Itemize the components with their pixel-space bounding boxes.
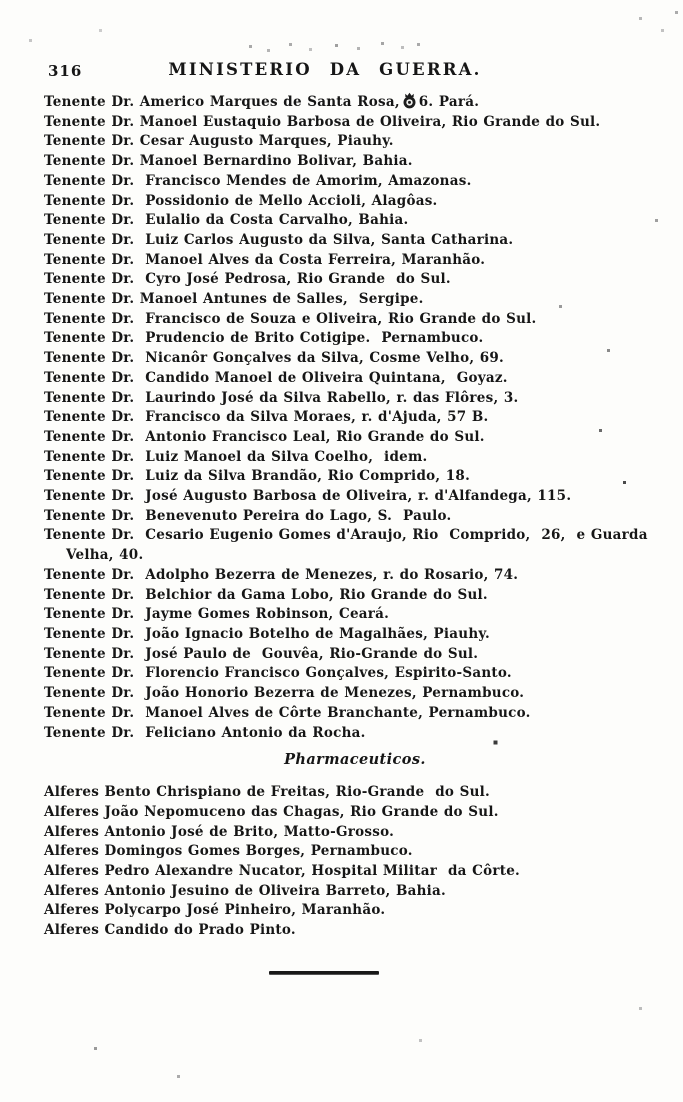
list-item-tenente: Tenente Dr. Francisco de Souza e Oliveira, Rio Grande do Sul. — [44, 310, 537, 327]
list-item-alferes: Alferes Candido do Prado Pinto. — [44, 922, 296, 939]
list-item-tenente: Tenente Dr. Adolpho Bezerra de Menezes, r. do Rosario, 74. — [44, 566, 519, 583]
list-item-tenente: Tenente Dr. Manoel Antunes de Salles, Sergipe. — [44, 291, 424, 308]
list-item-alferes: Alferes Polycarpo José Pinheiro, Maranhão. — [44, 902, 386, 919]
list-item-tenente: Tenente Dr. Possidonio de Mello Accioli, Alagôas. — [44, 192, 438, 209]
list-item-tenente: Tenente Dr. Nicanôr Gonçalves da Silva, Cosme Velho, 69. — [44, 350, 504, 367]
entry-text-pre: Tenente Dr. Americo Marques de Santa Rosa, — [44, 94, 400, 110]
list-item-tenente: Tenente Dr. Luiz Carlos Augusto da Silva, Santa Catharina. — [44, 231, 514, 248]
list-item-tenente: Tenente Dr. Belchior da Gama Lobo, Rio Grande do Sul. — [44, 586, 488, 603]
list-item-alferes: Alferes Antonio Jesuino de Oliveira Barreto, Bahia. — [44, 882, 446, 899]
list-item-tenente: Tenente Dr. Florencio Francisco Gonçalves, Espirito-Santo. — [44, 665, 512, 682]
list-item-tenente: Tenente Dr. Eulalio da Costa Carvalho, Bahia. — [44, 212, 409, 229]
list-item-tenente: Tenente Dr. José Paulo de Gouvêa, Rio-Grande do Sul. — [44, 645, 479, 662]
list-item-tenente: Tenente Dr. João Ignacio Botelho de Magalhães, Piauhy. — [44, 625, 490, 642]
list-item-tenente: Tenente Dr. Laurindo José da Silva Rabello, r. das Flôres, 3. — [44, 389, 519, 406]
list-item-tenente: Tenente Dr. Jayme Gomes Robinson, Ceará. — [44, 606, 390, 623]
list-item-tenente: Tenente Dr. Cesar Augusto Marques, Piauhy. — [44, 133, 394, 150]
list-item-tenente: Tenente Dr. Manoel Alves da Costa Ferreira, Maranhão. — [44, 251, 486, 268]
list-item-tenente: Tenente Dr. Luiz da Silva Brandão, Rio Comprido, 18. — [44, 468, 471, 485]
list-item-alferes: Alferes Domingos Gomes Borges, Pernambuco. — [44, 843, 413, 860]
list-item-tenente: Tenente Dr. Benevenuto Pereira do Lago, S. Paulo. — [44, 507, 452, 524]
list-item-tenente: Tenente Dr. Antonio Francisco Leal, Rio Grande do Sul. — [44, 428, 485, 445]
list-item-tenente: Tenente Dr. Manoel Alves de Côrte Branchante, Pernambuco. — [44, 704, 531, 721]
list-item-tenente: Tenente Dr. Prudencio de Brito Cotigipe. Pernambuco. — [44, 330, 484, 347]
list-item-alferes: Alferes Pedro Alexandre Nucator, Hospital Militar da Côrte. — [44, 863, 521, 880]
list-item-tenente: Tenente Dr. Cyro José Pedrosa, Rio Grande do Sul. — [44, 271, 451, 288]
list-item-alferes: Alferes Bento Chrispiano de Freitas, Rio-Grande do Sul. — [44, 784, 491, 801]
list-item-alferes: Alferes Antonio José de Brito, Matto-Grosso. — [44, 823, 395, 840]
list-item-tenente: Tenente Dr. Francisco da Silva Moraes, r. d'Ajuda, 57 B. — [44, 409, 489, 426]
entry-text-post: 6. Pará. — [418, 94, 480, 110]
list-item-tenente: Tenente Dr. Manoel Bernardino Bolivar, Bahia. — [44, 153, 413, 170]
list-item-tenente: Tenente Dr. Manoel Eustaquio Barbosa de Oliveira, Rio Grande do Sul. — [44, 113, 601, 130]
tenentes-list — [44, 113, 666, 744]
list-item-tenente: Tenente Dr. Francisco Mendes de Amorim, Amazonas. — [44, 172, 472, 189]
list-item-tenente: Tenente Dr. Candido Manoel de Oliveira Quintana, Goyaz. — [44, 369, 508, 386]
list-item-tenente: Tenente Dr. Feliciano Antonio da Rocha. — [44, 724, 366, 741]
page-title: MINISTERIO DA GUERRA. — [168, 60, 482, 79]
imperial-order-insignia-icon — [402, 92, 417, 109]
page-number: 316 — [48, 62, 83, 80]
end-of-section-rule — [269, 971, 379, 974]
page-header — [0, 0, 666, 80]
alferes-list — [44, 783, 666, 941]
list-item-tenente: Tenente Dr. João Honorio Bezerra de Menezes, Pernambuco. — [44, 685, 525, 702]
list-item-tenente: Tenente Dr. Luiz Manoel da Silva Coelho, idem. — [44, 448, 428, 465]
list-item-tenente: Tenente Dr. José Augusto Barbosa de Oliveira, r. d'Alfandega, 115. — [44, 488, 572, 505]
officer-register — [44, 92, 666, 974]
section-title-pharmaceuticos: Pharmaceuticos. — [284, 751, 426, 769]
list-item-alferes: Alferes João Nepomuceno das Chagas, Rio Grande do Sul. — [44, 803, 499, 820]
list-item-tenente-first — [44, 92, 666, 113]
list-item-tenente: Tenente Dr. Cesario Eugenio Gomes d'Araujo, Rio Comprido, 26, e Guarda Velha, 40. — [44, 527, 654, 564]
